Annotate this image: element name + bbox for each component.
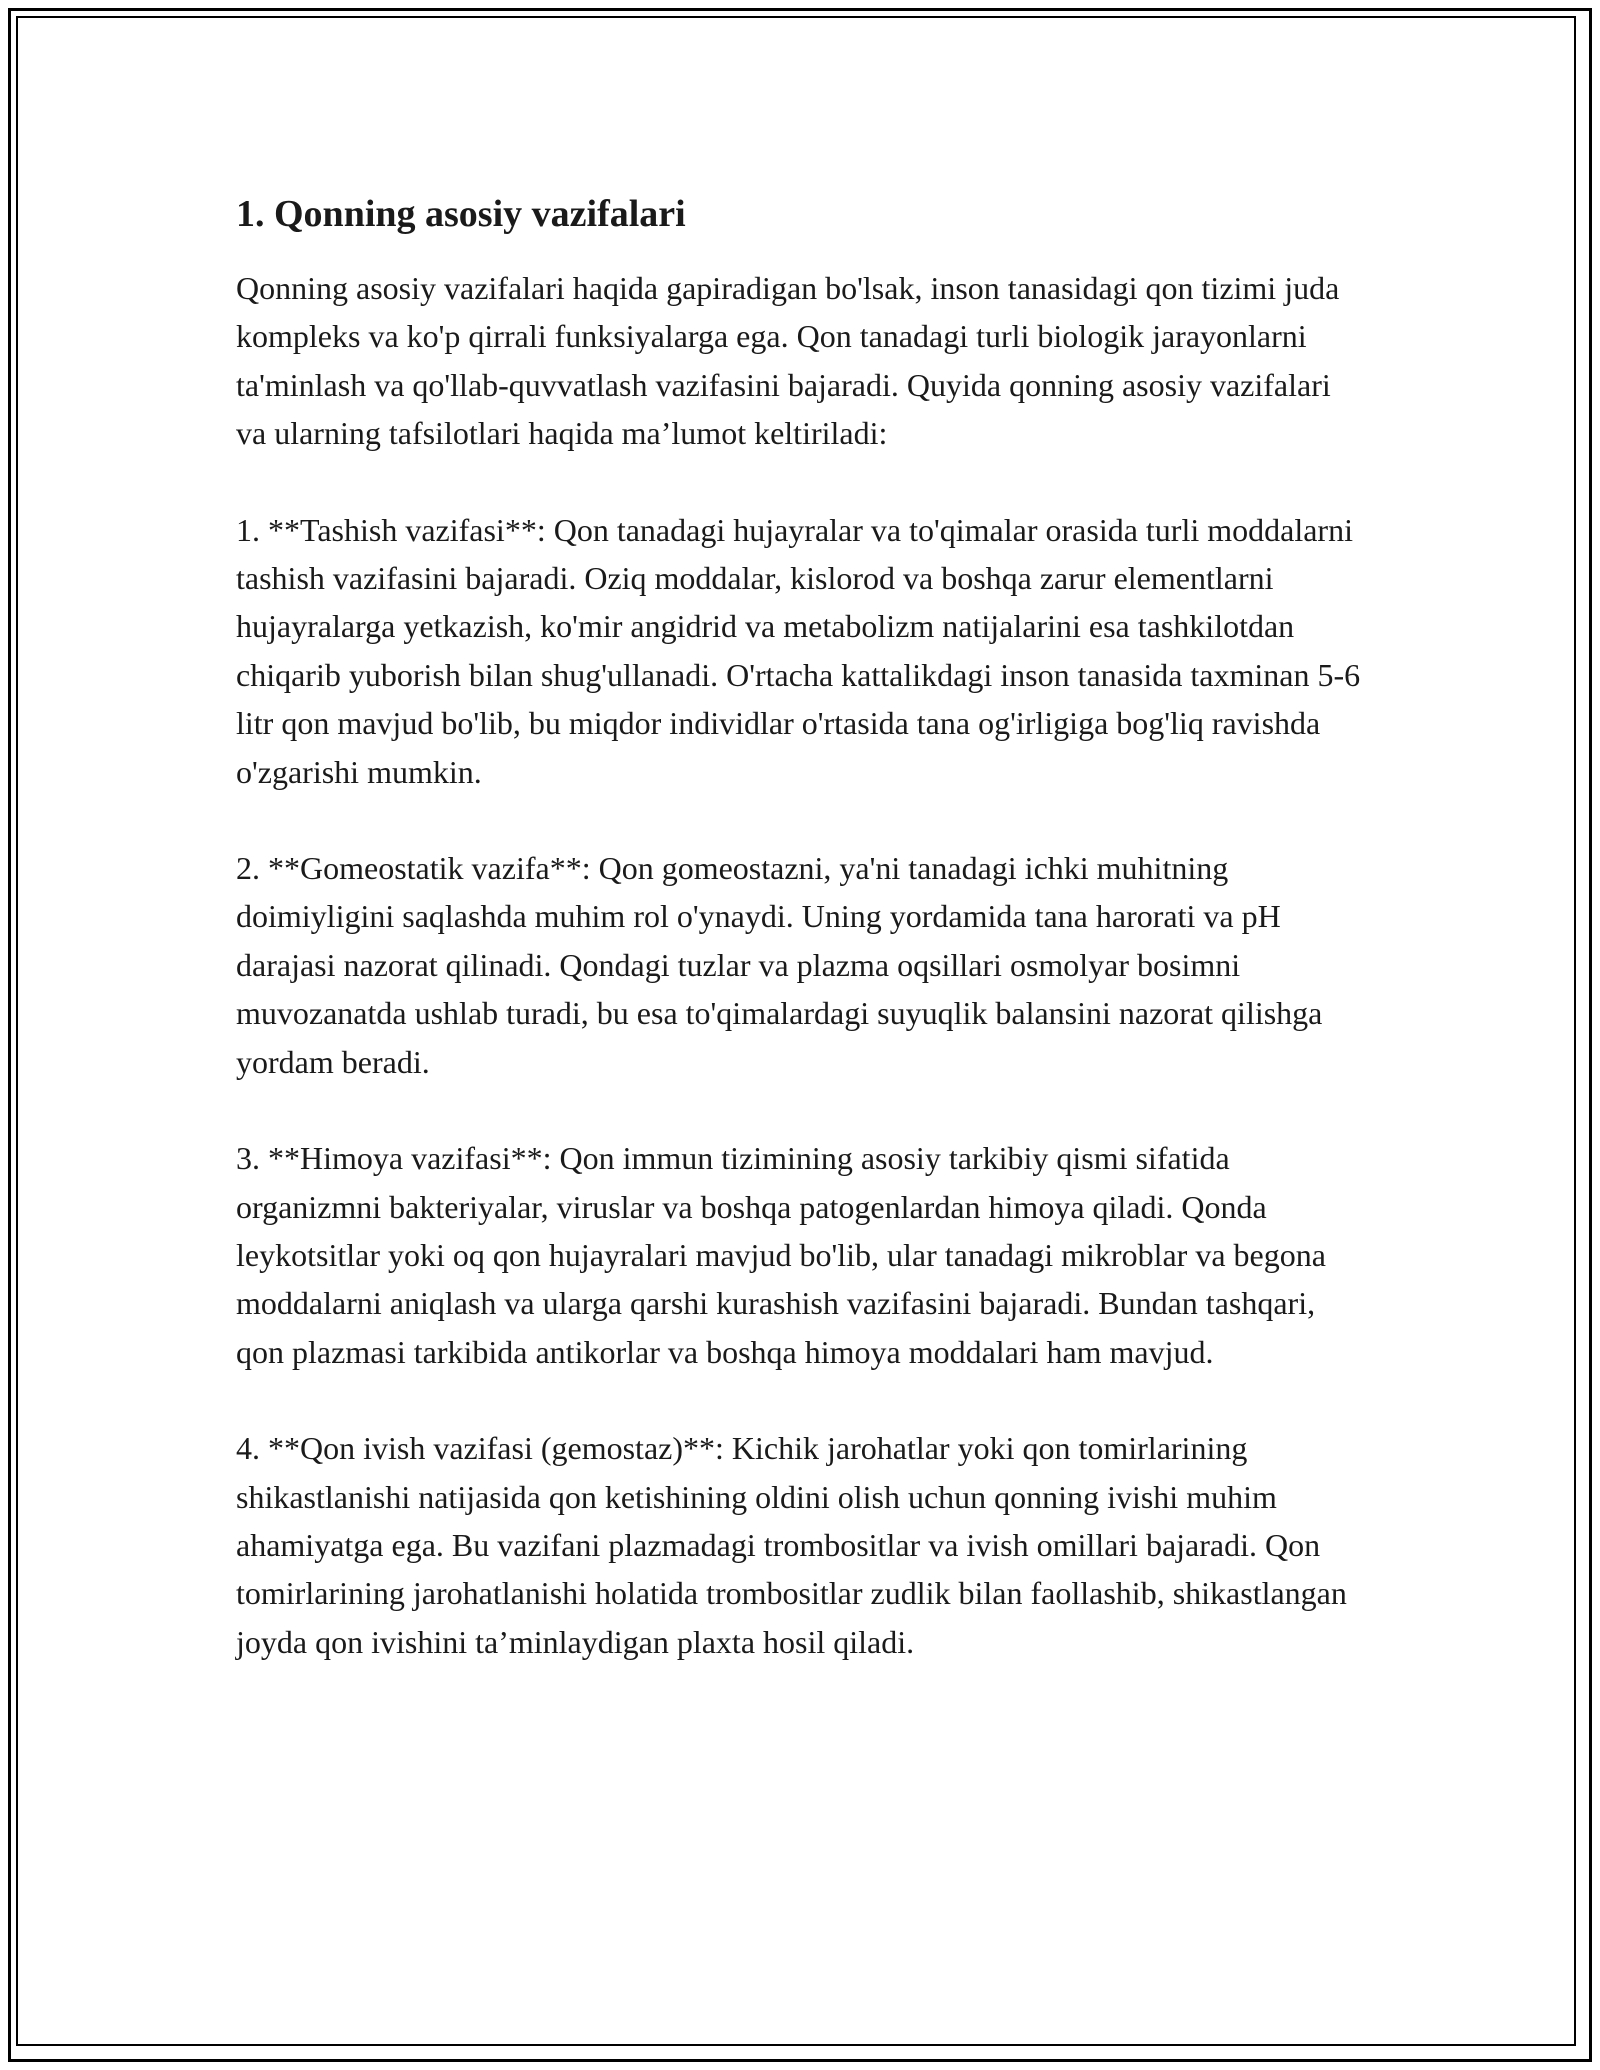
document-body bbox=[236, 190, 1366, 1714]
paragraph-clotting-function: 4. **Qon ivish vazifasi (gemostaz)**: Kichik jarohatlar yoki qon tomirlarining shikastlanishi natijasida qon ketishining oldini olish uchun qonning ivishi muhim ahamiyatga ega. Bu vazifani plazmadagi trombositlar va ivish omillari bajaradi. Qon tomirlarining jarohatlanishi holatida trombositlar zudlik bilan faollashib, shikastlangan joyda qon ivishini ta’minlaydigan plaxta hosil qiladi. bbox=[236, 1430, 1347, 1660]
paragraph-protective-function: 3. **Himoya vazifasi**: Qon immun tizimining asosiy tarkibiy qismi sifatida organizmni bakteriyalar, viruslar va boshqa patogenlardan himoya qiladi. Qonda leykotsitlar yoki oq qon hujayralari mavjud bo'lib, ular tanadagi mikroblar va begona moddalarni aniqlash va ularga qarshi kurashish vazifasini bajaradi. Bundan tashqari, qon plazmasi tarkibida antikorlar va boshqa himoya moddalari ham mavjud. bbox=[236, 1140, 1326, 1370]
intro-paragraph: Qonning asosiy vazifalari haqida gapiradigan bo'lsak, inson tanasidagi qon tizimi juda kompleks va ko'p qirrali funksiyalarga ega. Qon tanadagi turli biologik jarayonlarni ta'minlash va qo'llab-quvvatlash vazifasini bajaradi. Quyida qonning asosiy vazifalari va ularning tafsilotlari haqida ma’lumot keltiriladi: bbox=[236, 270, 1340, 452]
paragraph-transport-function: 1. **Tashish vazifasi**: Qon tanadagi hujayralar va to'qimalar orasida turli moddalarni tashish vazifasini bajaradi. Oziq moddalar, kislorod va boshqa zarur elementlarni hujayralarga yetkazish, ko'mir angidrid va metabolizm natijalarini esa tashkilotdan chiqarib yuborish bilan shug'ullanadi. O'rtacha kattalikdagi inson tanasida taxminan 5-6 litr qon mavjud bo'lib, bu miqdor individlar o'rtasida tana og'irligiga bog'liq ravishda o'zgarishi mumkin. bbox=[236, 511, 1361, 790]
paragraph-homeostatic-function: 2. **Gomeostatik vazifa**: Qon gomeostazni, ya'ni tanadagi ichki muhitning doimiyligini saqlashda muhim rol o'ynaydi. Uning yordamida tana harorati va pH darajasi nazorat qilinadi. Qondagi tuzlar va plazma oqsillari osmolyar bosimni muvozanatda ushlab turadi, bu esa to'qimalardagi suyuqlik balansini nazorat qilishga yordam beradi. bbox=[236, 850, 1323, 1080]
section-title: 1. Qonning asosiy vazifalari bbox=[236, 193, 686, 235]
